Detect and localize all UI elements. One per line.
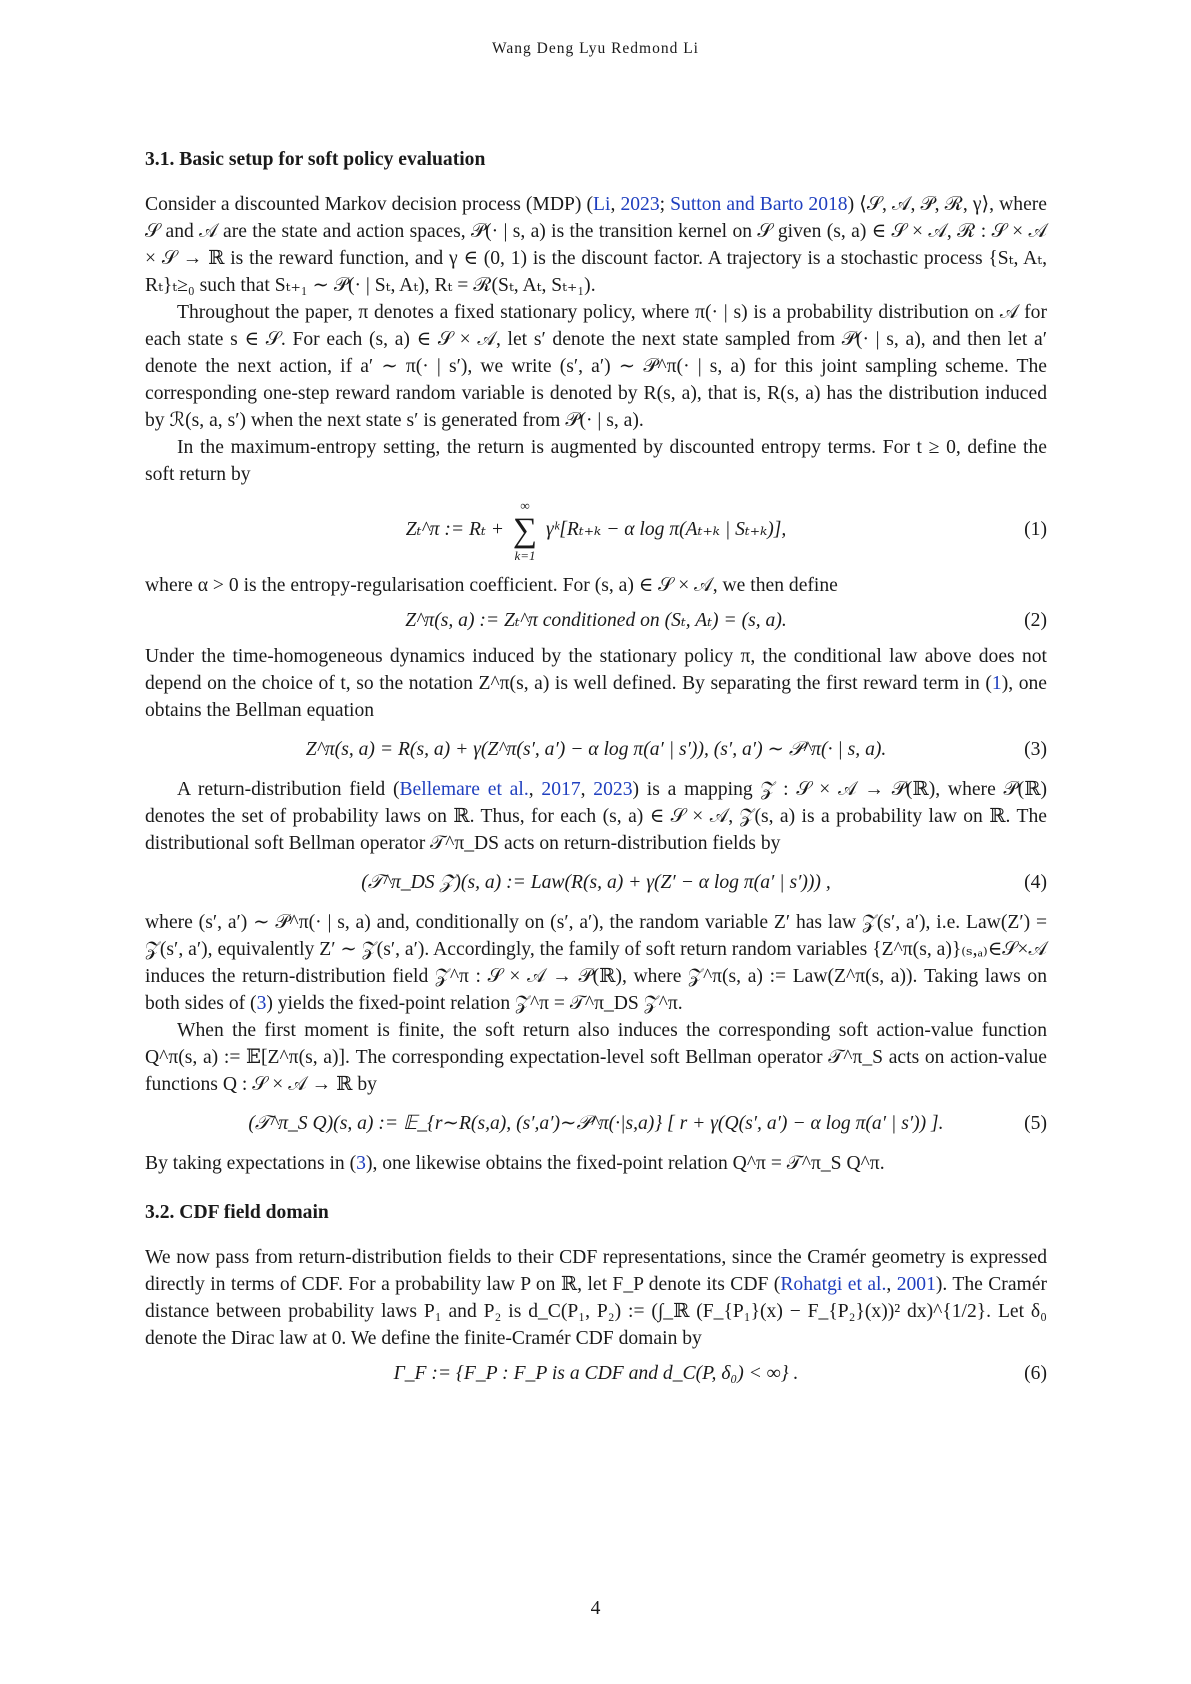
paragraph: In the maximum-entropy setting, the return is augmented by discounted entropy terms. For t ≥ 0, define the soft return by	[145, 437, 1047, 485]
section-title: 3.2. CDF field domain	[145, 1202, 329, 1223]
equation-3: Z^π(s, a) = R(s, a) + γ(Z^π(s′, a′) − α log π(a′ | s′)), (s′, a′) ∼ 𝒫^π(· | s, a). (3)	[145, 724, 1047, 776]
equation-number: (6)	[1024, 1363, 1047, 1384]
equation-number: (2)	[1024, 610, 1047, 631]
paragraph: Consider a discounted Markov decision process (MDP) (Li, 2023; Sutton and Barto 2018) ⟨𝒮, 𝒜, 𝒫, ℛ, γ⟩, where 𝒮 and 𝒜 are the state and action spaces, 𝒫(· | s, a) is the transition kernel on 𝒮 given (s, a) ∈ 𝒮 × 𝒜, ℛ : 𝒮 × 𝒜 × 𝒮 → ℝ is the reward function, and γ ∈ (0, 1) is the discount factor. A trajectory is a stochastic process {Sₜ, Aₜ, Rₜ}ₜ≥₀ such that Sₜ₊₁ ∼ 𝒫(· | Sₜ, Aₜ), Rₜ = ℛ(Sₜ, Aₜ, Sₜ₊₁).	[145, 194, 1048, 296]
main-content	[145, 146, 1047, 1396]
equation-number: (3)	[1024, 739, 1047, 760]
page-number: 4	[590, 1598, 601, 1619]
equation-number: (1)	[1024, 519, 1047, 540]
paragraph: When the first moment is finite, the soft return also induces the corresponding soft action-value function Q^π(s, a) := 𝔼[Z^π(s, a)]. The corresponding expectation-level soft Bellman operator 𝒯^π_S acts on action-value functions Q : 𝒮 × 𝒜 → ℝ by	[145, 1020, 1047, 1095]
equation-6: Γ_F := {F_P : F_P is a CDF and d_C(P, δ₀) < ∞} . (6)	[145, 1352, 1047, 1396]
citation-link[interactable]: Sutton and Barto	[670, 194, 804, 215]
citation-link[interactable]: 2023	[593, 779, 633, 800]
citation-link[interactable]: 2018	[808, 194, 848, 215]
summation-symbol: ∞ ∑ k=1	[512, 497, 538, 563]
citation-link[interactable]: Rohatgi et al.	[780, 1274, 887, 1295]
equation-ref-link[interactable]: 3	[356, 1153, 366, 1174]
paragraph: Throughout the paper, π denotes a fixed stationary policy, where π(· | s) is a probability distribution on 𝒜 for each state s ∈ 𝒮. For each (s, a) ∈ 𝒮 × 𝒜, let s′ denote the next state sampled from 𝒫(· | s, a), and then let a′ denote the next action, if a′ ∼ π(· | s′), we write (s′, a′) ∼ 𝒫^π(· | s, a) for this joint sampling scheme. The corresponding one-step reward random variable is denoted by R(s, a), that is, R(s, a) has the distribution induced by ℛ(s, a, s′) when the next state s′ is generated from 𝒫(· | s, a).	[145, 302, 1047, 431]
equation-number: (5)	[1024, 1113, 1047, 1134]
equation-5: (𝒯^π_S Q)(s, a) := 𝔼_{r∼R(s,a), (s′,a′)∼𝒫^π(·|s,a)} [ r + γ(Q(s′, a′) − α log π(a′ | s′)) ]. (5)	[145, 1098, 1047, 1150]
equation-ref-link[interactable]: 3	[256, 993, 267, 1014]
paragraph: where (s′, a′) ∼ 𝒫^π(· | s, a) and, conditionally on (s′, a′), the random variable Z′ has law 𝒵(s′, a′), i.e. Law(Z′) = 𝒵(s′, a′), equivalently Z′ ∼ 𝒵(s′, a′). Accordingly, the family of soft return random variables {Z^π(s, a)}₍ₛ,ₐ₎∈𝒮×𝒜 induces the return-distribution field 𝒵^π : 𝒮 × 𝒜 → 𝒫(ℝ), where 𝒵^π(s, a) := Law(Z^π(s, a)). Taking laws on both sides of (3) yields the fixed-point relation 𝒵^π = 𝒯^π_DS 𝒵^π.	[145, 912, 1047, 1014]
paragraph: By taking expectations in (3), one likewise obtains the fixed-point relation Q^π = 𝒯^π_S Q^π.	[145, 1153, 885, 1174]
equation-ref-link[interactable]: 1	[991, 673, 1002, 694]
equation-2: Z^π(s, a) := Zₜ^π conditioned on (Sₜ, Aₜ) = (s, a). (2)	[145, 599, 1047, 643]
citation-link[interactable]: Bellemare et al.	[399, 779, 529, 800]
running-head: Wang Deng Lyu Redmond Li	[491, 40, 699, 57]
paragraph: Under the time-homogeneous dynamics induced by the stationary policy π, the conditional law above does not depend on the choice of t, so the notation Z^π(s, a) is well defined. By separating the first reward term in (1), one obtains the Bellman equation	[145, 646, 1047, 721]
equation-1: Zₜ^π := Rₜ + ∞ ∑ k=1 γᵏ[Rₜ₊ₖ − α log π(Aₜ₊ₖ | Sₜ₊ₖ)], (1)	[145, 488, 1047, 572]
equation-number: (4)	[1024, 872, 1047, 893]
section-title: 3.1. Basic setup for soft policy evaluation	[145, 149, 486, 170]
citation-link[interactable]: Li	[593, 194, 611, 215]
paragraph: where α > 0 is the entropy-regularisation coefficient. For (s, a) ∈ 𝒮 × 𝒜, we then define	[145, 575, 838, 596]
citation-link[interactable]: 2001	[896, 1274, 936, 1295]
paragraph: We now pass from return-distribution fields to their CDF representations, since the Cramér geometry is expressed directly in terms of CDF. For a probability law P on ℝ, let F_P denote its CDF (Rohatgi et al., 2001). The Cramér distance between probability laws P₁ and P₂ is d_C(P₁, P₂) := (∫_ℝ (F_{P₁}(x) − F_{P₂}(x))² dx)^{1/2}. Let δ₀ denote the Dirac law at 0. We define the finite-Cramér CDF domain by	[145, 1247, 1047, 1349]
citation-link[interactable]: 2017	[541, 779, 581, 800]
citation-link[interactable]: 2023	[620, 194, 660, 215]
equation-4: (𝒯^π_DS 𝒵)(s, a) := Law(R(s, a) + γ(Z′ − α log π(a′ | s′))) , (4)	[145, 857, 1047, 909]
paragraph: A return-distribution field (Bellemare et al., 2017, 2023) is a mapping 𝒵 : 𝒮 × 𝒜 → 𝒫(ℝ), where 𝒫(ℝ) denotes the set of probability laws on ℝ. Thus, for each (s, a) ∈ 𝒮 × 𝒜, 𝒵(s, a) is a probability law on ℝ. The distributional soft Bellman operator 𝒯^π_DS acts on return-distribution fields by	[145, 779, 1048, 854]
